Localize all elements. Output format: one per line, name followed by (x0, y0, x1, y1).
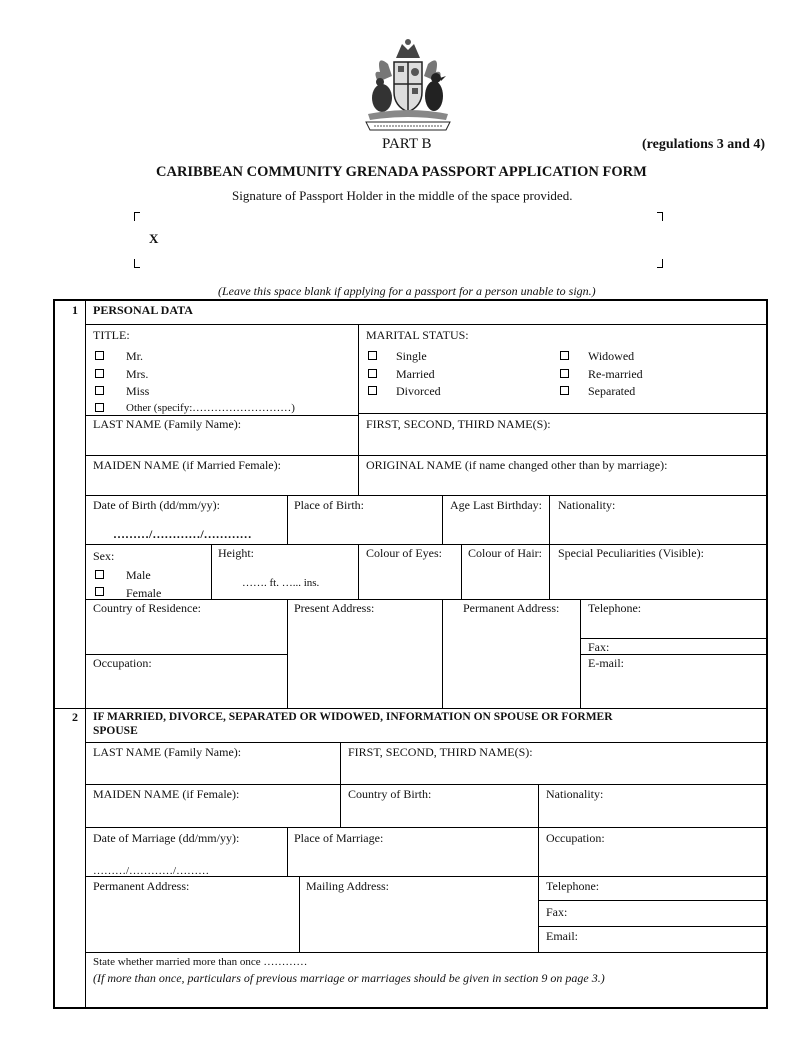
s2-line-lastname (85, 784, 767, 785)
permanent-address-label: Permanent Address: (463, 601, 560, 615)
s1-vline-sex (211, 544, 212, 600)
maiden-name-label: MAIDEN NAME (if Married Female): (93, 458, 281, 472)
section1-heading: PERSONAL DATA (93, 303, 193, 317)
dob-placeholder[interactable]: ………/…………/………… (113, 527, 252, 541)
s1-line-maiden (85, 495, 767, 496)
s2-line-maiden (85, 827, 767, 828)
blank-space-note: (Leave this space blank if applying for a passport for a person unable to sign.) (218, 284, 596, 298)
s1-vline-eyes (461, 544, 462, 600)
marital-status-label: MARITAL STATUS: (366, 328, 469, 342)
s2-line-heading (85, 742, 767, 743)
section2-number: 2 (72, 710, 78, 724)
spouse-fax-label: Fax: (546, 905, 568, 919)
height-placeholder[interactable]: ……. ft. …... ins. (242, 577, 320, 589)
last-name-field[interactable] (93, 434, 351, 452)
fax-label: Fax: (588, 640, 610, 654)
eyes-label: Colour of Eyes: (366, 546, 442, 560)
s2-vline-lastname (340, 742, 341, 828)
married-more-note: (If more than once, particulars of previous marriage or marriages should be given in section 9 on page 3.) (93, 971, 605, 985)
s1-vline-hair (549, 544, 550, 600)
marital-single-checkbox[interactable] (368, 351, 377, 360)
s1-vline-pob (442, 495, 443, 545)
signature-mark: X (149, 231, 159, 246)
title-mrs-checkbox[interactable] (95, 369, 104, 378)
s1-vline-title-marital (358, 324, 359, 455)
section-divider (53, 708, 767, 709)
spouse-email-label: Email: (546, 929, 578, 943)
sex-male-checkbox[interactable] (95, 570, 104, 579)
s1-line-lastname (85, 455, 767, 456)
marital-remarried-label: Re-married (588, 367, 643, 381)
hair-label: Colour of Hair: (468, 546, 542, 560)
first-names-field[interactable] (366, 434, 760, 452)
spouse-mailing-address-label: Mailing Address: (306, 879, 389, 893)
s2-line-address (85, 952, 767, 953)
present-address-label: Present Address: (294, 601, 375, 615)
regulations-label: (regulations 3 and 4) (642, 137, 766, 152)
place-of-marriage-label: Place of Marriage: (294, 831, 384, 845)
title-mr-checkbox[interactable] (95, 351, 104, 360)
s1-vline-maiden (358, 455, 359, 495)
form-title: CARIBBEAN COMMUNITY GRENADA PASSPORT APPLICATION FORM (156, 164, 647, 180)
dob-label: Date of Birth (dd/mm/yy): (93, 498, 220, 512)
last-name-label: LAST NAME (Family Name): (93, 417, 242, 431)
title-label: TITLE: (93, 328, 130, 342)
s1-line-residence (85, 654, 288, 655)
signature-area[interactable] (140, 216, 656, 262)
spouse-last-name-label: LAST NAME (Family Name): (93, 745, 242, 759)
title-miss-label: Miss (126, 384, 150, 398)
section2-heading-line1: IF MARRIED, DIVORCE, SEPARATED OR WIDOWED, INFORMATION ON SPOUSE OR FORMER (93, 711, 613, 723)
sex-female-checkbox[interactable] (95, 587, 104, 596)
maiden-name-field[interactable] (93, 475, 351, 493)
s1-vline-dob (287, 495, 288, 545)
spouse-maiden-name-label: MAIDEN NAME (if Female): (93, 787, 240, 801)
section2-heading-line2: SPOUSE (93, 725, 138, 737)
s1-vline-present (442, 599, 443, 709)
email-label: E-mail: (588, 656, 624, 670)
sex-male-label: Male (126, 568, 151, 582)
crop-mark-bottom-right (657, 259, 663, 268)
s2-line-dom (85, 876, 767, 877)
age-label: Age Last Birthday: (450, 498, 542, 512)
table-border-bottom (53, 1007, 768, 1009)
date-of-marriage-placeholder[interactable]: ………/…………/……… (93, 865, 210, 877)
married-more-label: State whether married more than once ………… (93, 956, 308, 968)
first-names-label: FIRST, SECOND, THIRD NAME(S): (366, 417, 551, 431)
s1-vline-height (358, 544, 359, 600)
spouse-country-of-birth-label: Country of Birth: (348, 787, 432, 801)
spouse-occupation-label: Occupation: (546, 831, 605, 845)
table-border-left (53, 299, 55, 1009)
marital-married-label: Married (396, 367, 435, 381)
s2-vline-permanent (299, 876, 300, 952)
place-of-birth-label: Place of Birth: (294, 498, 364, 512)
s1-line-fax (580, 654, 767, 655)
spouse-nationality-label: Nationality: (546, 787, 604, 801)
occupation-label: Occupation: (93, 656, 152, 670)
nationality-label: Nationality: (558, 498, 616, 512)
s2-vline-dom (287, 827, 288, 877)
marital-remarried-checkbox[interactable] (560, 369, 569, 378)
marital-widowed-label: Widowed (588, 349, 635, 363)
title-mrs-label: Mrs. (126, 367, 149, 381)
sex-label: Sex: (93, 549, 115, 563)
marital-single-label: Single (396, 349, 427, 363)
signature-instruction: Signature of Passport Holder in the middle of the space provided. (232, 188, 573, 203)
title-mr-label: Mr. (126, 349, 144, 363)
s1-line-marital (358, 413, 767, 414)
peculiarities-label: Special Peculiarities (Visible): (558, 546, 704, 560)
s1-line-dob (85, 544, 767, 545)
coat-of-arms (358, 36, 458, 136)
original-name-label: ORIGINAL NAME (if name changed other than by marriage): (366, 458, 668, 472)
original-name-field[interactable] (366, 475, 760, 493)
crop-mark-top-right (657, 212, 663, 221)
height-label: Height: (218, 546, 254, 560)
s2-line-fax (538, 926, 767, 927)
title-other-checkbox[interactable] (95, 403, 104, 412)
s1-line-title (85, 415, 359, 416)
title-miss-checkbox[interactable] (95, 386, 104, 395)
s1-line-heading (85, 324, 767, 325)
s1-line-sex (85, 599, 767, 600)
marital-divorced-label: Divorced (396, 384, 441, 398)
marital-divorced-checkbox[interactable] (368, 386, 377, 395)
spouse-first-names-label: FIRST, SECOND, THIRD NAME(S): (348, 745, 533, 759)
table-border-top (53, 299, 768, 301)
telephone-label: Telephone: (588, 601, 642, 615)
marital-separated-checkbox[interactable] (560, 386, 569, 395)
residence-label: Country of Residence: (93, 601, 201, 615)
sex-female-label: Female (126, 586, 162, 600)
section1-number: 1 (72, 303, 78, 317)
spouse-permanent-address-label: Permanent Address: (93, 879, 190, 893)
marital-widowed-checkbox[interactable] (560, 351, 569, 360)
date-of-marriage-label: Date of Marriage (dd/mm/yy): (93, 831, 240, 845)
s1-vline-age (549, 495, 550, 545)
s1-line-telephone (580, 638, 767, 639)
spouse-telephone-label: Telephone: (546, 879, 600, 893)
title-other-label: Other (specify:………………………) (126, 402, 295, 414)
marital-separated-label: Separated (588, 384, 636, 398)
marital-married-checkbox[interactable] (368, 369, 377, 378)
s2-line-telephone (538, 900, 767, 901)
part-label: PART B (382, 136, 432, 152)
